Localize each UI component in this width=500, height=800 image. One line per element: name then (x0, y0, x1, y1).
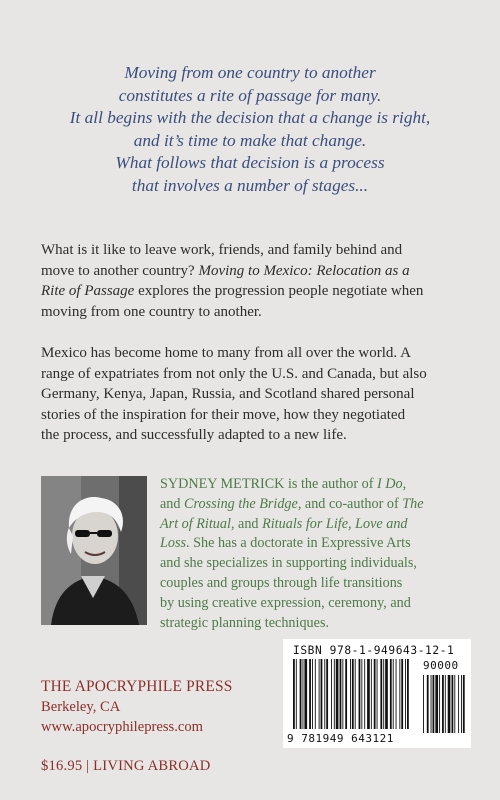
book-title-text: The (402, 495, 424, 512)
barcode-bar (361, 659, 362, 729)
barcode-bar (324, 659, 325, 729)
publisher-info (41, 677, 233, 737)
paragraph-line: Germany, Kenya, Japan, Russia, and Scotland shared personal (41, 386, 415, 403)
barcode-bar (399, 659, 400, 729)
barcode-bar (336, 659, 339, 729)
bio-line: and she specializes in supporting individuals, (160, 555, 417, 572)
barcode-bar (319, 659, 320, 729)
addon-bar (461, 675, 462, 733)
barcode-bar (293, 659, 295, 729)
book-title-text: I Do (377, 476, 403, 492)
quote-line: that involves a number of stages... (131, 175, 369, 195)
barcode-bar (340, 659, 342, 729)
pull-quote (40, 62, 460, 198)
barcode-bar (312, 659, 313, 729)
isbn-label: ISBN 978-1-949643-12-1 (293, 644, 455, 657)
addon-bar (442, 675, 444, 733)
addon-bar (454, 675, 455, 733)
description-paragraph-1 (41, 240, 471, 322)
barcode-bar (374, 659, 376, 729)
barcode-bar (371, 659, 372, 729)
publisher-url[interactable]: www.apocryphilepress.com (41, 719, 203, 735)
paragraph-line: stories of the inspiration for their move, how they negotiated (41, 406, 406, 423)
bio-line (160, 475, 470, 495)
addon-bar (435, 675, 438, 733)
bio-line: by using creative expression, ceremony, and (160, 594, 411, 611)
barcode-bar (355, 659, 356, 729)
paragraph-line: What is it like to leave work, friends, and family behind and (41, 242, 403, 258)
book-title-text: Rite of Passage (41, 283, 135, 300)
barcode-bar (385, 659, 388, 729)
addon-bar (439, 675, 440, 733)
barcode-bar (342, 659, 343, 729)
addon-bar (423, 675, 424, 733)
paragraph-line: moving from one country to another. (41, 303, 262, 320)
paragraph-line: Mexico has become home to many from all over the world. A (41, 345, 411, 361)
addon-bar (448, 675, 451, 733)
barcode-bar (367, 659, 370, 729)
bio-line (160, 515, 470, 535)
author-bio (160, 475, 470, 633)
text-run: , and co-author of (297, 495, 403, 512)
text-run: , and (230, 515, 263, 532)
barcode-bar (407, 659, 409, 729)
barcode-bar (334, 659, 335, 729)
book-title-text: Art of Ritual (160, 515, 231, 532)
addon-bar (427, 675, 429, 733)
quote-line: constitutes a rite of passage for many. (118, 85, 382, 105)
barcode-bar (296, 659, 297, 729)
barcode-bar (380, 659, 382, 729)
barcode-bar (303, 659, 304, 729)
book-title-text: Crossing the Bridge (184, 495, 298, 512)
addon-bar (433, 675, 435, 733)
barcode-bar (300, 659, 302, 729)
barcode-bar (304, 659, 307, 729)
barcode-bar (383, 659, 384, 729)
barcode-bar (390, 659, 392, 729)
publisher-name: THE APOCRYPHILE PRESS (41, 678, 233, 695)
barcode-bar (377, 659, 378, 729)
barcode-bar (315, 659, 316, 729)
author-photo (41, 476, 147, 625)
bio-line: couples and groups through life transitions (160, 574, 403, 591)
text-run: move to another country? (41, 262, 199, 279)
barcode-bar (309, 659, 311, 729)
text-run: SYDNEY METRICK is the author of (160, 476, 377, 492)
barcode-bar (401, 659, 403, 729)
barcode-bar (345, 659, 347, 729)
text-run: and (160, 495, 185, 512)
quote-line: Moving from one country to another (124, 63, 376, 82)
barcode-bar (331, 659, 332, 729)
addon-bar (463, 675, 465, 733)
bio-line (160, 534, 470, 554)
bio-line: strategic planning techniques. (160, 614, 330, 631)
isbn-barcode (283, 639, 471, 748)
addon-bar (458, 675, 459, 733)
barcode-bar (350, 659, 351, 729)
book-title-text: Rituals for Life, Love and (262, 515, 408, 532)
price-category: $16.95 | LIVING ABROAD (41, 758, 211, 774)
paragraph-line: the process, and successfully adapted to a new life. (41, 427, 347, 444)
barcode-digits: 9 781949 643121 (287, 732, 394, 745)
book-title-text: Moving to Mexico: Relocation as a (198, 262, 410, 279)
paragraph-line (41, 261, 471, 282)
addon-bar (445, 675, 446, 733)
barcode-bar (393, 659, 394, 729)
barcode-bar (405, 659, 406, 729)
addon-bar (431, 675, 432, 733)
publisher-city: Berkeley, CA (41, 699, 121, 715)
quote-line: and it’s time to make that change. (133, 130, 367, 150)
barcode-bar (396, 659, 397, 729)
text-run: , (402, 476, 407, 492)
text-run: explores the progression people negotiate when (134, 283, 424, 300)
barcode-bar (364, 659, 365, 729)
barcode-bar (321, 659, 323, 729)
barcode-bar (352, 659, 354, 729)
quote-line: It all begins with the decision that a change is right, (69, 108, 431, 128)
barcode-addon-digits: 90000 (423, 659, 459, 672)
quote-line: What follows that decision is a process (115, 153, 385, 173)
barcode-bar (359, 659, 361, 729)
addon-bar (452, 675, 454, 733)
paragraph-line (41, 281, 471, 302)
barcode-bar (326, 659, 328, 729)
description-paragraph-2 (41, 343, 471, 446)
bio-line (160, 495, 470, 515)
book-title-text: Loss (160, 535, 187, 552)
paragraph-line: range of expatriates from not only the U.S. and Canada, but also (41, 365, 427, 382)
text-run: . She has a doctorate in Expressive Arts (186, 535, 411, 552)
